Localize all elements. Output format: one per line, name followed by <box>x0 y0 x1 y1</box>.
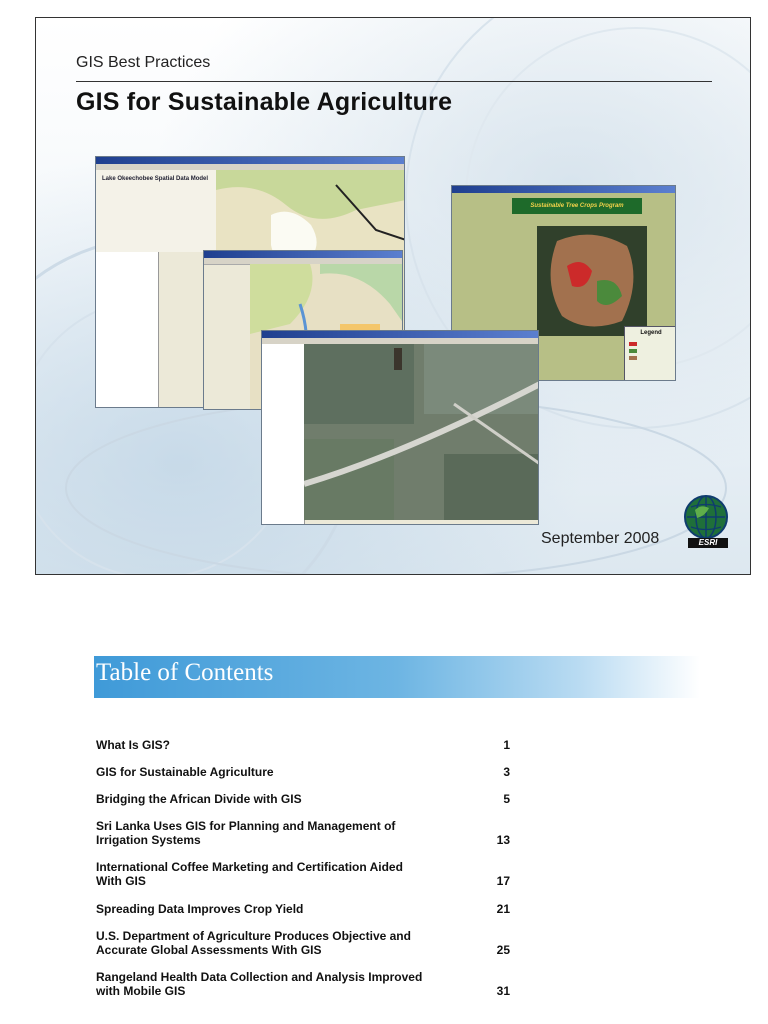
title-divider <box>76 81 712 82</box>
esri-logo-text: ESRI <box>688 538 728 548</box>
window-titlebar <box>96 157 404 164</box>
toc-entry[interactable] <box>96 970 516 998</box>
legend-swatch <box>629 342 637 346</box>
layer-tree <box>262 344 305 525</box>
window-titlebar <box>452 186 675 193</box>
legend-title: Legend <box>640 330 662 336</box>
spatial-model-title: Lake Okeechobee Spatial Data Model <box>102 176 209 182</box>
toc-entry-title: Rangeland Health Data Collection and Analysis Improved with Mobile GIS <box>96 970 423 998</box>
legend-swatch <box>629 349 637 353</box>
toc-entry-page: 17 <box>496 874 510 888</box>
legend-swatch <box>629 356 637 360</box>
window-titlebar <box>262 331 538 338</box>
toc-entry-title: Bridging the African Divide with GIS <box>96 792 302 806</box>
toc-title: Table of Contents <box>96 659 274 686</box>
spatial-model-panel <box>96 170 217 252</box>
toc-entry[interactable] <box>96 765 516 779</box>
toc-entry-page: 21 <box>496 902 510 916</box>
aerial-imagery-screenshot <box>261 330 539 525</box>
toc-entry-title: Sri Lanka Uses GIS for Planning and Management of Irrigation Systems <box>96 819 396 847</box>
toc-entry-page: 25 <box>496 943 510 957</box>
toc-entry[interactable] <box>96 902 516 916</box>
toc-entry-title: U.S. Department of Agriculture Produces Objective and Accurate Global Assessments With GIS <box>96 929 411 957</box>
toc-entry-title: GIS for Sustainable Agriculture <box>96 765 274 779</box>
program-banner: Sustainable Tree Crops Program <box>512 198 642 214</box>
cover-title: GIS for Sustainable Agriculture <box>76 88 453 116</box>
window-titlebar <box>204 251 402 258</box>
toc-entry[interactable] <box>96 738 516 752</box>
toc-entry-title: International Coffee Marketing and Certification Aided With GIS <box>96 860 403 888</box>
cover-page <box>35 17 751 575</box>
toc-entry[interactable] <box>96 792 516 806</box>
country-map <box>537 226 647 336</box>
globe-icon <box>683 494 729 540</box>
toc-entry[interactable] <box>96 929 516 957</box>
toc-entry-page: 31 <box>496 984 510 998</box>
toc-entry[interactable] <box>96 819 516 847</box>
map-graphic <box>537 226 647 336</box>
toc-header <box>94 656 700 698</box>
toc-entry-title: What Is GIS? <box>96 738 171 752</box>
toc-entry-page: 1 <box>503 738 510 752</box>
toc-entry-title: Spreading Data Improves Crop Yield <box>96 902 304 916</box>
publication-date: September 2008 <box>541 530 660 547</box>
map-legend <box>624 326 676 381</box>
toc-entry[interactable] <box>96 860 516 888</box>
toc-entry-page: 13 <box>496 833 510 847</box>
series-label: GIS Best Practices <box>76 54 211 71</box>
layer-tree <box>96 252 159 408</box>
aerial-map <box>304 344 539 520</box>
toc-entry-page: 5 <box>503 792 510 806</box>
aerial-graphic <box>304 344 539 520</box>
toc-entry-page: 3 <box>503 765 510 779</box>
